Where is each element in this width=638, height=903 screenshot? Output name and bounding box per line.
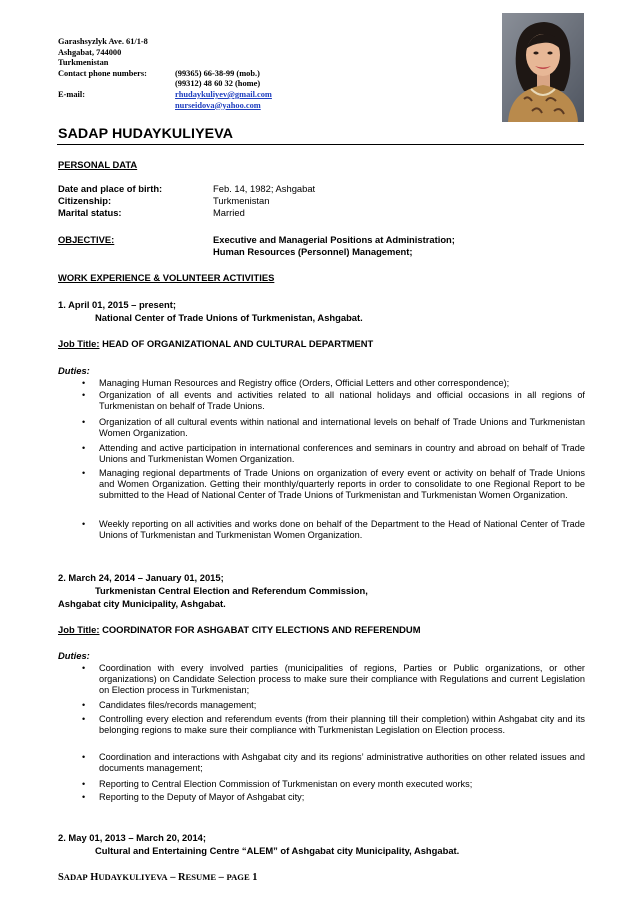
footer-esume: ESUME (185, 872, 217, 882)
job-1-duty-2: • Organization of all events and activities related to all national holidays and official occasions in all regions of Turkmenistan on behalf of Trade Unions. (99, 390, 585, 412)
email-link-1[interactable]: rhudaykuliyev@gmail.com (175, 89, 272, 99)
citizenship-value: Turkmenistan (213, 195, 270, 206)
job-1-duty-4: • Attending and active participation in international conferences and seminars in country and abroad on behalf of Trade Unions and Turkmenistan Women Organization. (99, 443, 585, 465)
dob-value: Feb. 14, 1982; Ashgabat (213, 183, 316, 194)
job-2-period: 2. March 24, 2014 – January 01, 2015; (58, 572, 224, 583)
phone-home-row (58, 79, 388, 90)
job-1-title: HEAD OF ORGANIZATIONAL AND CULTURAL DEPARTMENT (102, 338, 374, 349)
name-divider (57, 144, 584, 145)
job-3-organization: Cultural and Entertaining Centre “ALEM” of Ashgabat city Municipality, Ashgabat. (95, 845, 460, 856)
job-2-organization: Turkmenistan Central Election and Referendum Commission, (95, 585, 368, 596)
job-3-period: 2. May 01, 2013 – March 20, 2014; (58, 832, 207, 843)
marital-label: Marital status: (58, 207, 122, 218)
job-1-duty-3: • Organization of all cultural events within national and international levels on behalf of Trade Unions and Turkmenistan Women Organization. (99, 417, 585, 439)
email-row-2 (58, 101, 388, 112)
marital-value: Married (213, 207, 245, 218)
footer-initial-r: R (177, 872, 186, 883)
contact-block (58, 37, 388, 111)
footer-dash-1: – (167, 872, 178, 883)
job-2-duty-5: • Reporting to Central Election Commission of Turkmenistan on every month executed works; (99, 779, 585, 790)
job-1-duty-5: • Managing regional departments of Trade Unions on organization of every event or activity on behalf of Trade Unions and Women Organization. Getting their monthly/quarterly reports in order to consolidate to one Regional Report to be submitted to the Head of National Center of Trade Unions of Turkmenistan and Turkmenistan Women Organization. (99, 468, 585, 501)
job-2-organization-line-2: Ashgabat city Municipality, Ashgabat. (58, 598, 226, 609)
footer-initial-h: H (87, 872, 99, 883)
footer-page-word: PAGE (226, 872, 250, 882)
job-2-title: COORDINATOR FOR ASHGABAT CITY ELECTIONS AND REFERENDUM (102, 624, 421, 635)
job-2-duties-label: Duties: (58, 650, 90, 661)
job-1-period: 1. April 01, 2015 – present; (58, 299, 176, 310)
job-2-title-row (58, 624, 421, 635)
address-line-1: Garashsyzlyk Ave. 61/1-8 (58, 37, 148, 46)
job-2-duty-6: • Reporting to the Deputy of Mayor of Ashgabat city; (99, 792, 585, 803)
objective-line-2: Human Resources (Personnel) Management; (213, 246, 413, 257)
job-2-duty-3: • Controlling every election and referendum events (from their planning till their completion) within Ashgabat city and its belonging regions to make sure their compliance with Turkmenistan Legislation on Election process. (99, 714, 585, 736)
candidate-name: SADAP HUDAYKULIYEVA (58, 126, 234, 142)
work-experience-heading: WORK EXPERIENCE & VOLUNTEER ACTIVITIES (58, 272, 275, 283)
dob-label: Date and place of birth: (58, 183, 163, 194)
footer-udaykuliyeva: UDAYKULIYEVA (98, 872, 168, 882)
job-2-duty-1: • Coordination with every involved parties (municipalities of regions, Parties or Public organizations, or other organizations) on Candidate Selection process to make sure their compliance with Regulations and current Legislation on Election process in Turkmenistan; (99, 663, 585, 696)
address-line-3: Turkmenistan (58, 58, 109, 68)
job-1-duties-label: Duties: (58, 365, 90, 376)
citizenship-label: Citizenship: (58, 195, 112, 206)
footer-dash-2: – (216, 872, 227, 883)
job-2-title-label: Job Title: (58, 624, 100, 635)
objective-line-1: Executive and Managerial Positions at Administration; (213, 234, 455, 245)
footer-initial-s: S (58, 872, 64, 883)
phone-label: Contact phone numbers: (58, 68, 147, 78)
job-1-duty-6: • Weekly reporting on all activities and works done on behalf of the Department to the Head of National Center of Trade Unions of Turkmenistan and Turkmenistan Women Organization. (99, 519, 585, 541)
phone-mobile: (99365) 66-38-99 (mob.) (175, 68, 260, 78)
phone-home: (99312) 48 60 32 (home) (175, 79, 261, 89)
footer-adap: ADAP (63, 872, 88, 882)
objective-label: OBJECTIVE: (58, 234, 115, 245)
email-row (58, 90, 388, 101)
job-1-title-label: Job Title: (58, 338, 100, 349)
email-label: E-mail: (58, 89, 85, 99)
phone-row (58, 69, 388, 80)
job-2-duty-4: • Coordination and interactions with Ashgabat city and its regions’ administrative authorities on other related issues and documents management; (99, 752, 585, 774)
job-2-duty-2: • Candidates files/records management; (99, 700, 585, 711)
email-link-2[interactable]: nurseidova@yahoo.com (175, 100, 261, 110)
job-1-title-row (58, 338, 373, 349)
job-1-organization: National Center of Trade Unions of Turkmenistan, Ashgabat. (95, 312, 363, 323)
portrait-photo (502, 13, 584, 122)
personal-data-heading: PERSONAL DATA (58, 159, 138, 170)
page-footer (58, 872, 257, 883)
portrait-illustration (502, 13, 584, 122)
footer-page-number: 1 (249, 872, 258, 883)
job-1-duty-1: • Managing Human Resources and Registry office (Orders, Official Letters and other correspondence); (99, 378, 585, 389)
address-line-2: Ashgabat, 744000 (58, 47, 122, 57)
